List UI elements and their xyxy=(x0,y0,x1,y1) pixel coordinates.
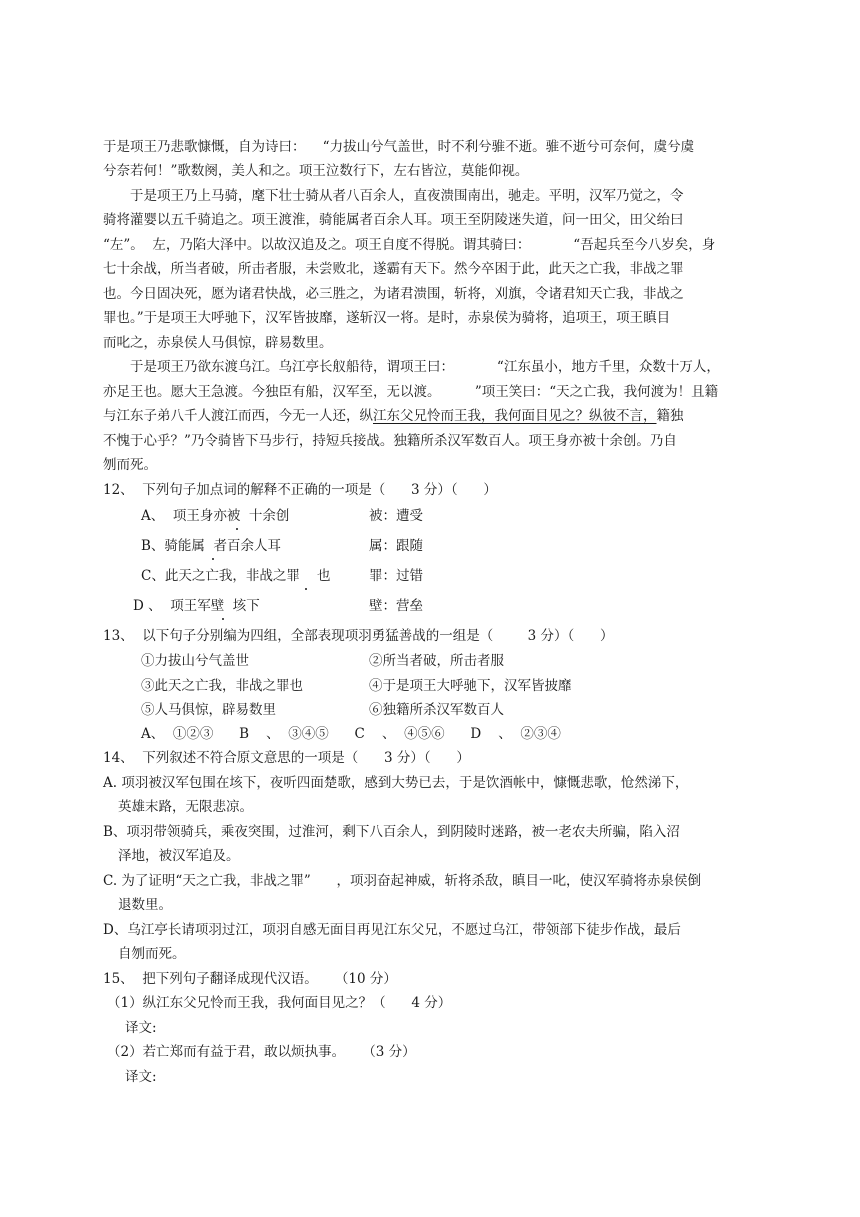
passage-line: 而叱之，赤泉侯人马俱惊，辟易数里。 xyxy=(103,335,333,351)
q13-item: ②所当者破，所击者服 xyxy=(369,653,504,669)
q13-item: ①力拔山兮气盖世 xyxy=(141,653,249,669)
q13-item: ⑤人马俱惊，辟易数里 xyxy=(141,702,276,718)
q12-option-d: D 、 项王军壁 垓下 xyxy=(133,598,260,614)
passage-line: 于是项王乃悲歌慷慨，自为诗曰： “力拔山兮气盖世，时不利兮骓不逝。骓不逝兮可奈何，虞兮虞 xyxy=(103,139,695,155)
q12-option-d-gloss: 壁：营垒 xyxy=(369,598,423,614)
q12-option-b-gloss: 属：跟随 xyxy=(369,538,423,554)
q12-option-c: C、此天之亡我，非战之罪 也 xyxy=(141,568,331,584)
passage-line: 刎而死。 xyxy=(103,457,157,473)
q14-option-d: D、乌江亭长请项羽过江，项羽自感无面目再见江东父兄，不愿过乌江，带领部下徒步作战，最后 xyxy=(103,922,681,938)
passage-line: 罪也。”于是项王大呼驰下，汉军皆披靡，遂斩汉一将。是时，赤泉侯为骑将，追项王，项王瞋目 xyxy=(103,310,671,326)
q13-item: ④于是项王大呼驰下，汉军皆披靡 xyxy=(369,678,572,694)
passage-line: 骑将灌婴以五千骑追之。项王渡淮，骑能属者百余人耳。项王至阴陵迷失道，问一田父，田父绐曰 xyxy=(103,212,684,228)
emphasis-dot xyxy=(222,618,224,620)
q13-item: ⑥独籍所杀汉军数百人 xyxy=(369,702,504,718)
passage-line xyxy=(103,407,684,425)
passage-line: 也。今日固决死，愿为诸君快战，必三胜之，为诸君溃围，斩将，刈旗，令诸君知天亡我，非战之 xyxy=(103,286,684,302)
q15-sentence-2: （2）若亡郑而有益于君，敢以烦执事。 （3 分） xyxy=(107,1044,416,1060)
passage-line: 于是项王乃欲东渡乌江。乌江亭长舣船待，谓项王曰： “江东虽小，地方千里，众数十万人， xyxy=(130,359,720,375)
passage-line: 于是项王乃上马骑，麾下壮士骑从者八百余人，直夜溃围南出，驰走。平明，汉军乃觉之，令 xyxy=(130,188,684,204)
q15-answer-label-1: 译文: xyxy=(125,1020,157,1036)
q14-option-b-cont: 泽地，被汉军追及。 xyxy=(118,848,240,864)
q14-option-b: B、项羽带领骑兵，乘夜突围，过淮河，剩下八百余人，到阴陵时迷路，被一老农夫所骗，陷入沼 xyxy=(103,824,680,840)
q13-item: ③此天之亡我，非战之罪也 xyxy=(141,678,303,694)
passage-text: 与江东子弟八千人渡江而西，今无一人还，纵 xyxy=(103,408,373,424)
q15-sentence-1: （1）纵江东父兄怜而王我，我何面目见之？（ 4 分） xyxy=(107,995,452,1011)
question-13-stem: 13、 以下句子分别编为四组，全部表现项羽勇猛善战的一组是（ 3 分）（ ） xyxy=(103,628,614,644)
question-15-stem: 15、 把下列句子翻译成现代汉语。 （10 分） xyxy=(103,971,397,987)
passage-line: 七十余战，所当者破，所击者服，未尝败北，遂霸有天下。然今卒困于此，此天之亡我，非战之罪 xyxy=(103,261,684,277)
question-14-stem: 14、 下列叙述不符合原文意思的一项是（ 3 分）（ ） xyxy=(103,750,470,766)
q14-option-c-cont: 退数里。 xyxy=(118,897,172,913)
question-12-stem: 12、 下列句子加点词的解释不正确的一项是（ 3 分）（ ） xyxy=(103,482,497,498)
q14-option-c: C. 为了证明“天之亡我，非战之罪” ，项羽奋起神威，斩将杀敌，瞋目一叱，使汉军骑将赤泉侯倒 xyxy=(103,873,701,889)
passage-line: 兮奈若何！”歌数阕，美人和之。项王泣数行下，左右皆泣，莫能仰视。 xyxy=(103,163,529,179)
passage-text: 籍独 xyxy=(656,408,684,424)
passage-line: 不愧于心乎？”乃令骑皆下马步行，持短兵接战。独籍所杀汉军数百人。项王身亦被十余创。乃自 xyxy=(103,433,677,449)
q13-answers: A、 ①②③ B 、 ③④⑤ C 、 ④⑤⑥ D 、 ②③④ xyxy=(141,726,561,742)
q15-answer-label-2: 译文: xyxy=(125,1069,157,1085)
q14-option-a-cont: 英雄末路，无限悲凉。 xyxy=(118,799,253,815)
q12-option-a: A、 项王身亦被 十余创 xyxy=(141,508,290,524)
q14-option-a: A. 项羽被汉军包围在垓下，夜听四面楚歌，感到大势已去，于是饮酒帐中，慷慨悲歌，怆然涕下， xyxy=(103,775,689,791)
q14-option-d-cont: 自刎而死。 xyxy=(118,946,186,962)
passage-line: “左”。 左，乃陷大泽中。以故汉追及之。项王自度不得脱。谓其骑曰： “吾起兵至今八岁矣，身 xyxy=(103,237,716,253)
underlined-sentence: 江东父兄怜而王我，我何面目见之？纵彼不言， xyxy=(373,408,657,424)
q12-option-c-gloss: 罪：过错 xyxy=(369,568,423,584)
emphasis-dot xyxy=(236,528,238,530)
passage-line: 亦足王也。愿大王急渡。今独臣有船，汉军至，无以渡。 ”项王笑曰：“天之亡我，我何渡为！且籍 xyxy=(103,384,719,400)
emphasis-dot xyxy=(212,558,214,560)
q12-option-b: B、骑能属 者百余人耳 xyxy=(141,538,282,554)
emphasis-dot xyxy=(305,588,307,590)
q12-option-a-gloss: 被：遭受 xyxy=(369,508,423,524)
